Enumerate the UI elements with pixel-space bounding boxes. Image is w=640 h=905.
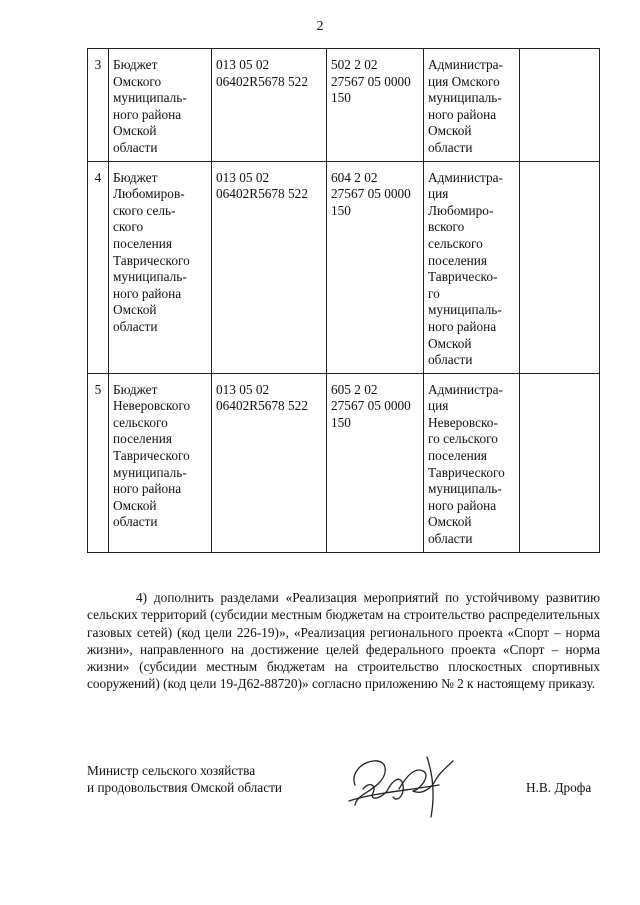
extra-cell <box>520 373 600 552</box>
handwritten-signature <box>343 745 473 825</box>
row-number: 5 <box>88 373 109 552</box>
row-number: 4 <box>88 161 109 373</box>
administrator: Администра- ция Любомиро- вского сельского поселения Таврическо- го муниципаль- ного района Омской области <box>424 161 520 373</box>
budget-table <box>87 48 600 553</box>
revenue-code: 604 2 02 27567 05 0000 150 <box>327 161 424 373</box>
revenue-code: 605 2 02 27567 05 0000 150 <box>327 373 424 552</box>
budget-name: Бюджет Любомиров- ского сель- ского поселения Таврического муниципаль- ного района Омской области <box>109 161 212 373</box>
expense-code: 013 05 02 06402R5678 522 <box>212 373 327 552</box>
budget-name: Бюджет Неверовского сельского поселения Таврического муниципаль- ного района Омской области <box>109 373 212 552</box>
administrator: Администра- ция Омского муниципаль- ного района Омской области <box>424 49 520 162</box>
expense-code: 013 05 02 06402R5678 522 <box>212 161 327 373</box>
budget-name: Бюджет Омского муниципаль- ного района Омской области <box>109 49 212 162</box>
table-row <box>88 373 600 552</box>
page-number: 2 <box>316 19 324 34</box>
expense-code: 013 05 02 06402R5678 522 <box>212 49 327 162</box>
table-row <box>88 49 600 162</box>
administrator: Администра- ция Неверовско- го сельского поселения Таврического муниципаль- ного района Омской области <box>424 373 520 552</box>
signatory-name: Н.В. Дрофа <box>526 780 592 795</box>
extra-cell <box>520 49 600 162</box>
row-number: 3 <box>88 49 109 162</box>
extra-cell <box>520 161 600 373</box>
signatory-title: Министр сельского хозяйства и продовольствия Омской области <box>87 763 283 796</box>
table-row <box>88 161 600 373</box>
amendment-paragraph: 4) дополнить разделами «Реализация мероприятий по устойчивому развитию сельских территорий (субсидии местным бюджетам на строительство распределительных газовых сетей) (код цели 226-19)», «Реализация регионального проекта «Спорт – норма жизни», направленного на достижение целей федерального проекта «Спорт – норма жизни» (субсидии местным бюджетам на строительство плоскостных спортивных сооружений) (код цели 19-Д62-88720)» согласно приложению № 2 к настоящему приказу. <box>87 590 600 692</box>
revenue-code: 502 2 02 27567 05 0000 150 <box>327 49 424 162</box>
